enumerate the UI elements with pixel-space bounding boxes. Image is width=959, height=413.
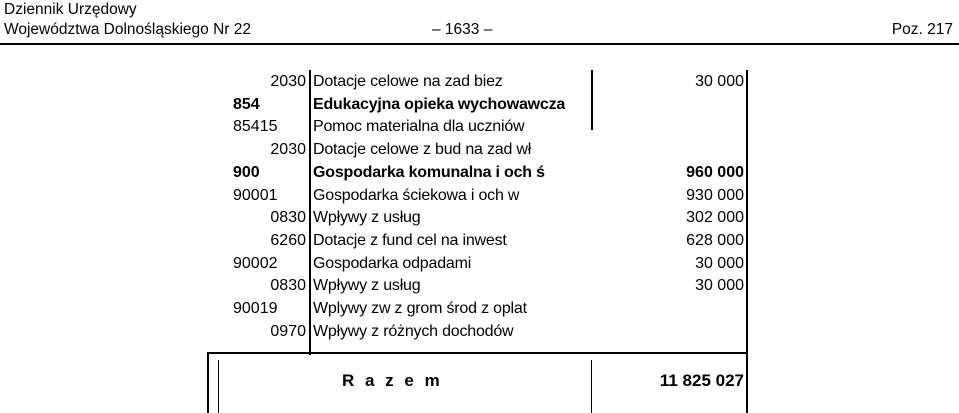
row-description: Dotacje celowe z bud na zad wł [313,141,532,159]
row-description: Gospodarka komunalna i och ś [313,163,545,181]
row-code: 900 [233,163,260,181]
scanned-table [200,60,760,413]
table-row [200,71,760,93]
row-description: Wpływy z usług [313,277,421,295]
row-code: 90001 [233,186,278,204]
row-description: Wpływy z usług [313,209,421,227]
table-row [200,116,760,138]
table-row [200,253,760,275]
row-code: 2030 [270,141,306,159]
page-number: – 1633 – [432,21,493,38]
row-amount: 30 000 [695,277,744,295]
total-right-rule [746,352,748,413]
row-description: Pomoc materialna dla uczniów [313,118,525,136]
row-code: 6260 [270,231,306,249]
row-amount: 30 000 [695,73,744,90]
row-code: 854 [233,95,260,113]
table-row [200,298,760,320]
table-row [200,94,760,116]
table-left-edge [207,352,209,413]
table-row [200,275,760,297]
row-code: 0830 [270,277,306,295]
table-row [200,162,760,184]
total-amount: 11 825 027 [659,371,744,390]
row-description: Dotacje z fund cel na inwest [313,231,507,249]
row-amount: 302 000 [686,209,744,227]
journal-title: Dziennik Urzędowy [4,1,137,18]
table-row [200,139,760,161]
journal-subtitle: Województwa Dolnośląskiego Nr 22 [4,21,251,38]
row-code: 85415 [233,118,278,136]
row-description: Gospodarka ściekowa i och w [313,186,520,204]
row-description: Edukacyjna opieka wychowawcza [313,95,566,113]
row-code: 90002 [233,254,278,272]
row-amount: 30 000 [695,254,744,272]
row-description: Gospodarka odpadami [313,254,472,272]
table-row [200,321,760,343]
total-top-rule [207,352,748,354]
total-desc-rule [591,360,592,413]
total-inner-rule [218,360,219,413]
row-description: Wplywy zw z grom środ z oplat [313,300,527,317]
row-amount: 930 000 [686,186,744,204]
row-amount: 628 000 [686,231,744,249]
header-divider [0,43,959,45]
table-row [200,230,760,252]
row-description: Wpływy z różnych dochodów [313,322,514,340]
row-code: 2030 [270,73,306,90]
position-number: Poz. 217 [891,21,953,38]
row-amount: 960 000 [686,163,744,181]
row-code: 0970 [270,322,306,340]
row-description: Dotacje celowe na zad biez [313,73,503,90]
table-row [200,185,760,207]
row-code: 90019 [233,300,278,317]
total-label: R a z e m [342,371,443,390]
table-row [200,207,760,229]
row-code: 0830 [270,209,306,227]
